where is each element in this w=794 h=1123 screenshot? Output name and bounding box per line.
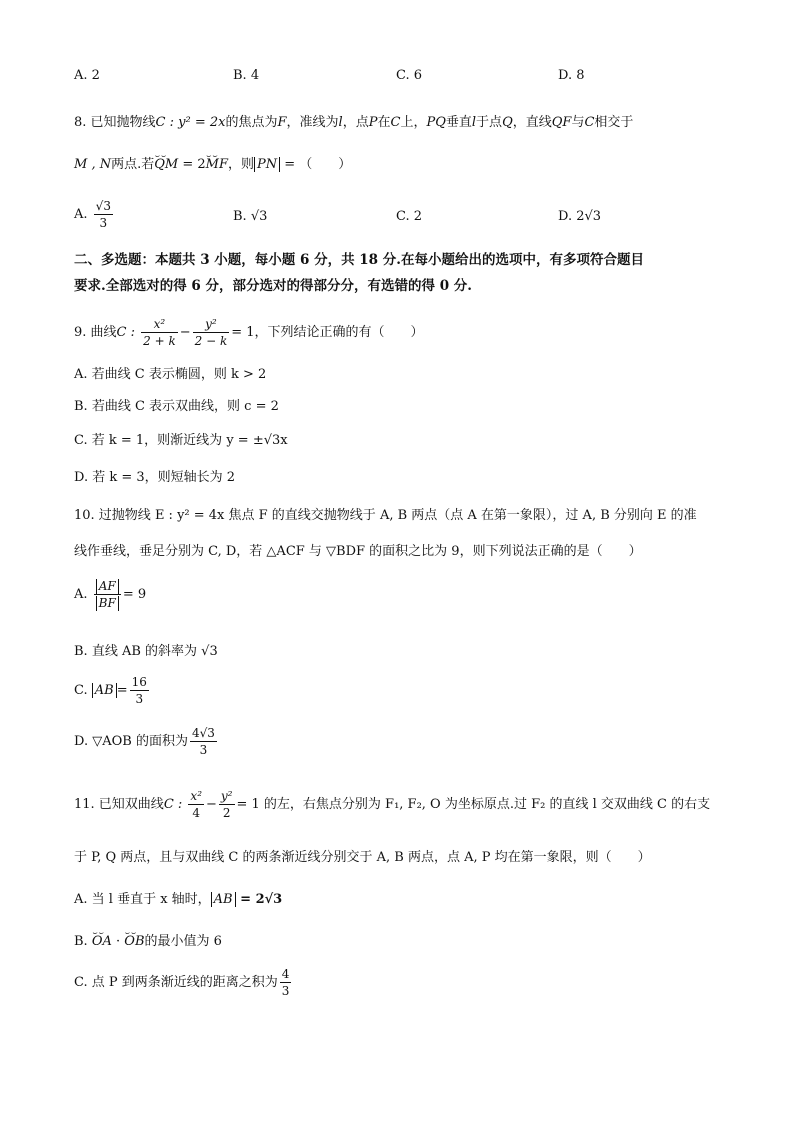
q8-stem-line2: M , N两点.若⌣⌣ QM = 2⌣⌣ MF，则 PN = （ ） xyxy=(74,155,351,175)
section2-heading-line1: 二、多选题：本题共 3 小题，每小题 6 分，共 18 分.在每小题给出的选项中，有多项符合题目 xyxy=(74,252,644,268)
q10-option-d: D. ▽AOB 的面积为 $\frac{4√3}{3}$ xyxy=(74,726,215,757)
q10-stem-line1: 10. 过抛物线 E : y² = 4x 焦点 F 的直线交抛物线于 A, B 两点（点 A 在第一象限），过 A, B 分别向 E 的准 xyxy=(74,508,697,523)
q11-stem-line2: 于 P, Q 两点，且与双曲线 C 的两条渐近线分别交于 A, B 两点，点 A, P 均在第一象限，则（ ） xyxy=(74,850,651,865)
q9-option-a: A. 若曲线 C 表示椭圆，则 k > 2 xyxy=(74,367,267,382)
q8-option-c: C. 2 xyxy=(396,209,423,224)
q10-option-c: C. AB = $\frac{16}{3}$ xyxy=(74,675,147,706)
q7-option-b: B. 4 xyxy=(233,68,260,83)
section2-heading-line2: 要求.全部选对的得 6 分，部分选对的得部分分，有选错的得 0 分. xyxy=(74,278,472,294)
q10-option-b: B. 直线 AB 的斜率为 √3 xyxy=(74,644,218,659)
q8-stem-line1: 8. 已知抛物线C : y² = 2x的焦点为F，准线为l，点P在C上，PQ垂直l于点Q，直线QF与C相交于 xyxy=(74,115,634,130)
q10-option-a: A. $\frac{AF}{BF}$ = 9 xyxy=(74,579,147,610)
q8-option-d: D. 2√3 xyxy=(558,209,602,224)
q8-option-a-fraction: $\frac{√3}{3}$ xyxy=(95,199,111,230)
q11-option-a: A. 当 l 垂直于 x 轴时， AB = 2√3 xyxy=(74,892,283,907)
q9-option-c: C. 若 k = 1，则渐近线为 y = ±√3x xyxy=(74,433,288,448)
q8-option-b: B. √3 xyxy=(233,209,268,224)
q7-option-a: A. 2 xyxy=(74,68,100,83)
q8-option-a: A. $\frac{√3}{3}$ xyxy=(74,199,111,230)
q11-option-b: B. ⌣⌣ OA · ⌣⌣ OB的最小值为 6 xyxy=(74,932,222,952)
q7-option-d: D. 8 xyxy=(558,68,585,83)
q10-stem-line2: 线作垂线，垂足分别为 C, D，若 △ACF 与 ▽BDF 的面积之比为 9，则下列说法正确的是（ ） xyxy=(74,544,642,559)
q7-option-c: C. 6 xyxy=(396,68,423,83)
q11-option-c: C. 点 P 到两条渐近线的距离之积为 $\frac{4}{3}$ xyxy=(74,967,290,998)
q9-option-b: B. 若曲线 C 表示双曲线，则 c = 2 xyxy=(74,399,279,414)
q9-stem: 9. 曲线C : $\frac{\text{x²}}{2 + k}$ − $\frac{\text{y²}}{2 - k}$ = 1，下列结论正确的有（ ） xyxy=(74,317,424,348)
q11-stem-line1: 11. 已知双曲线C : $\frac{\text{x²}}{4}$ − $\frac{\text{y²}}{2}$ = 1 的左，右焦点分别为 F₁, F₂, O 为坐标原点.过 F₂ 的直线 l 交双曲线 C 的右支 xyxy=(74,789,711,820)
q9-option-d: D. 若 k = 3，则短轴长为 2 xyxy=(74,470,236,485)
